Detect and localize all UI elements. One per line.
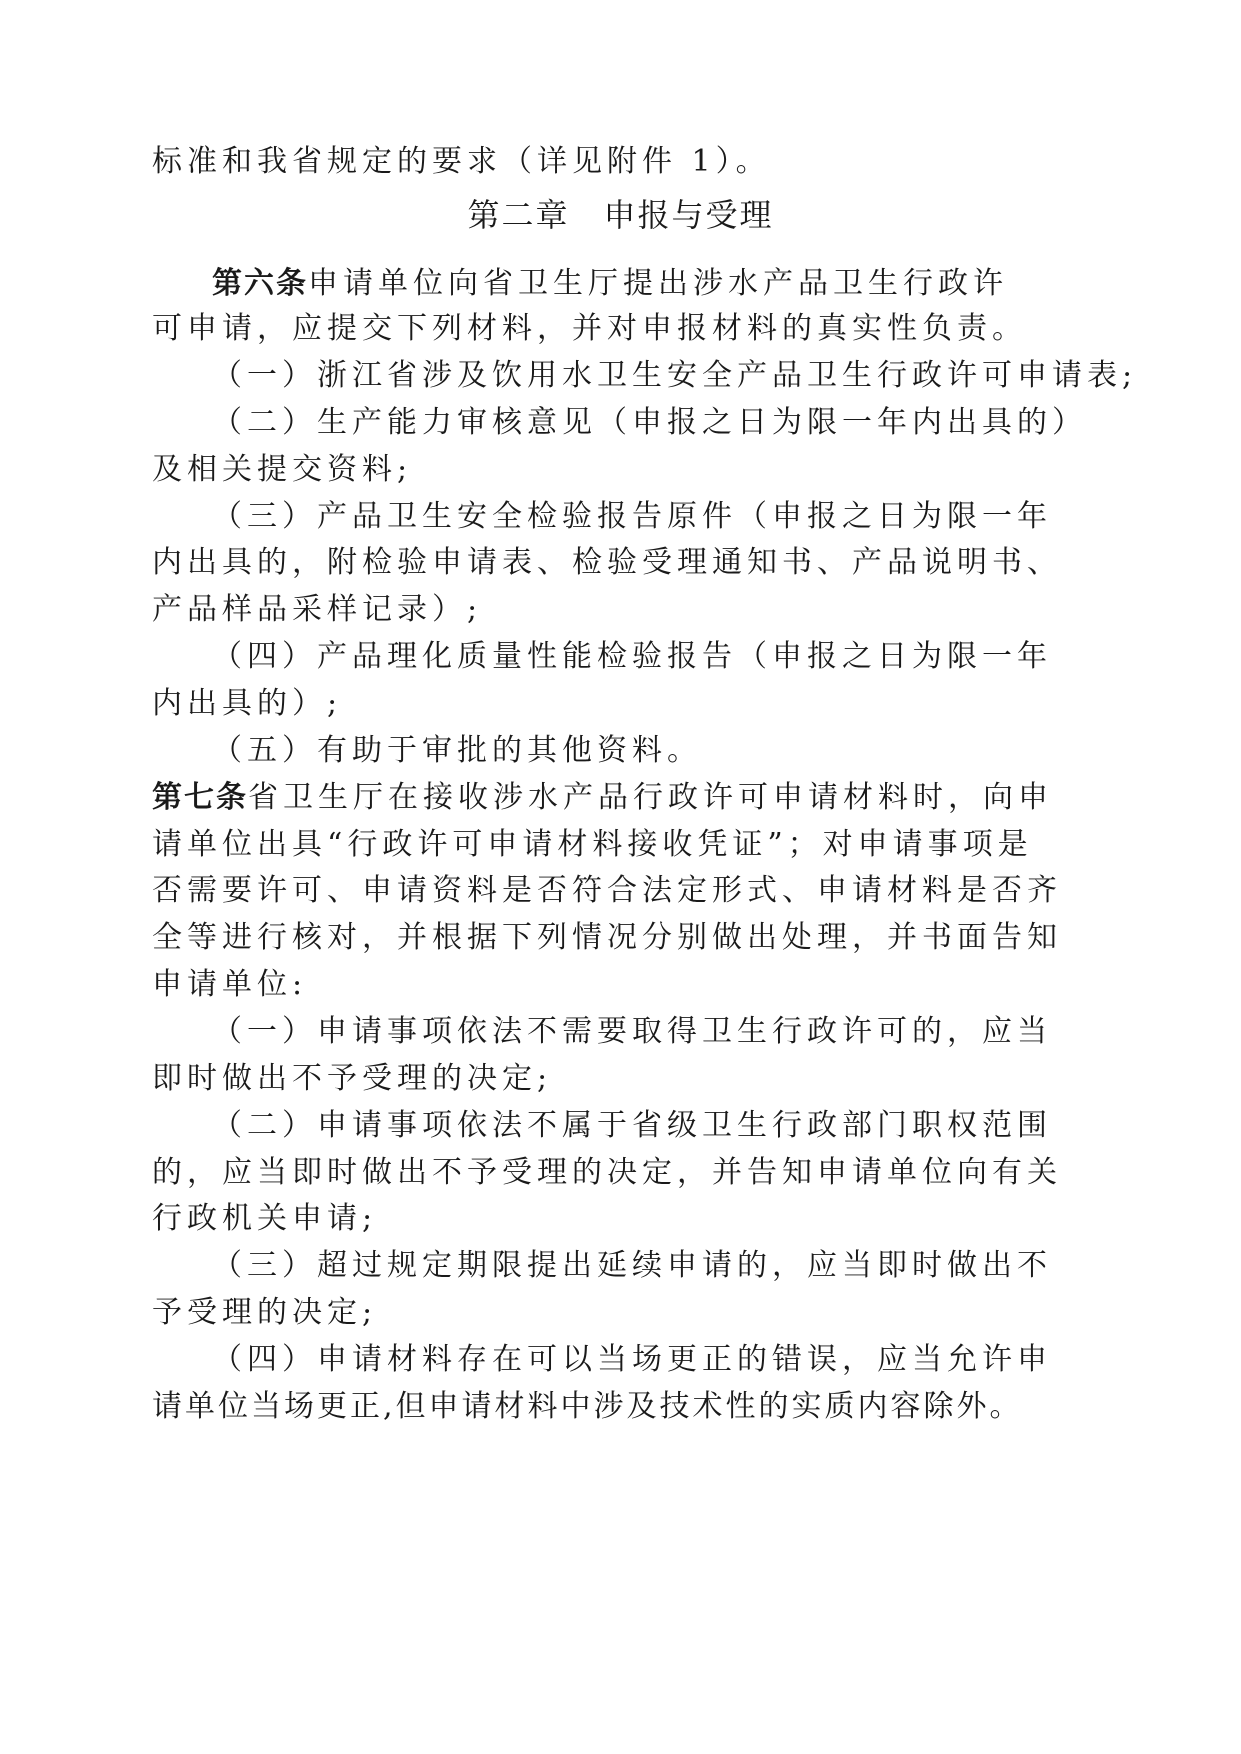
text-line: 予受理的决定;	[152, 1295, 378, 1330]
article-6-label: 第六条	[212, 266, 308, 301]
text-line: 内出具的）;	[152, 686, 343, 721]
text-line: （一）申请事项依法不需要取得卫生行政许可的，应当	[212, 1014, 1052, 1049]
text-line: （四）产品理化质量性能检验报告（申报之日为限一年	[212, 639, 1052, 674]
text-line: 可申请，应提交下列材料，并对申报材料的真实性负责。	[152, 311, 1027, 346]
text-line: 内出具的，附检验申请表、检验受理通知书、产品说明书、	[152, 545, 1062, 580]
text-line: 请单位当场更正,但申请材料中涉及技术性的实质内容除外。	[152, 1389, 1023, 1424]
text-line: （一）浙江省涉及饮用水卫生安全产品卫生行政许可申请表;	[212, 358, 1138, 393]
text-line: 否需要许可、申请资料是否符合法定形式、申请材料是否齐	[152, 873, 1062, 908]
chapter-heading: 第二章 申报与受理	[467, 196, 774, 234]
text-line: （三）产品卫生安全检验报告原件（申报之日为限一年	[212, 499, 1052, 534]
text-line: 请单位出具“行政许可申请材料接收凭证”；对申请事项是	[152, 827, 1033, 862]
text-line: 即时做出不予受理的决定;	[152, 1061, 553, 1096]
article-7-first-line	[152, 778, 1053, 818]
article-6-first-line	[212, 264, 1008, 304]
text-line: （二）生产能力审核意见（申报之日为限一年内出具的）	[212, 405, 1087, 440]
text-line: 及相关提交资料;	[152, 452, 413, 487]
text-line: 的，应当即时做出不予受理的决定，并告知申请单位向有关	[152, 1155, 1062, 1190]
text-line: 产品样品采样记录）;	[152, 592, 483, 627]
article-6-text: 申请单位向省卫生厅提出涉水产品卫生行政许	[308, 266, 1008, 301]
text-line: （二）申请事项依法不属于省级卫生行政部门职权范围	[212, 1108, 1052, 1143]
text-line: 行政机关申请;	[152, 1201, 378, 1236]
text-line: （五）有助于审批的其他资料。	[212, 733, 702, 768]
article-7-text: 省卫生厅在接收涉水产品行政许可申请材料时，向申	[248, 780, 1053, 815]
text-line: （三）超过规定期限提出延续申请的，应当即时做出不	[212, 1248, 1052, 1283]
text-line: （四）申请材料存在可以当场更正的错误，应当允许申	[212, 1342, 1052, 1377]
text-line: 申请单位:	[152, 967, 308, 1002]
article-7-label: 第七条	[152, 780, 248, 815]
text-line: 全等进行核对，并根据下列情况分别做出处理，并书面告知	[152, 920, 1062, 955]
text-line: 标准和我省规定的要求（详见附件 1）。	[152, 144, 771, 179]
